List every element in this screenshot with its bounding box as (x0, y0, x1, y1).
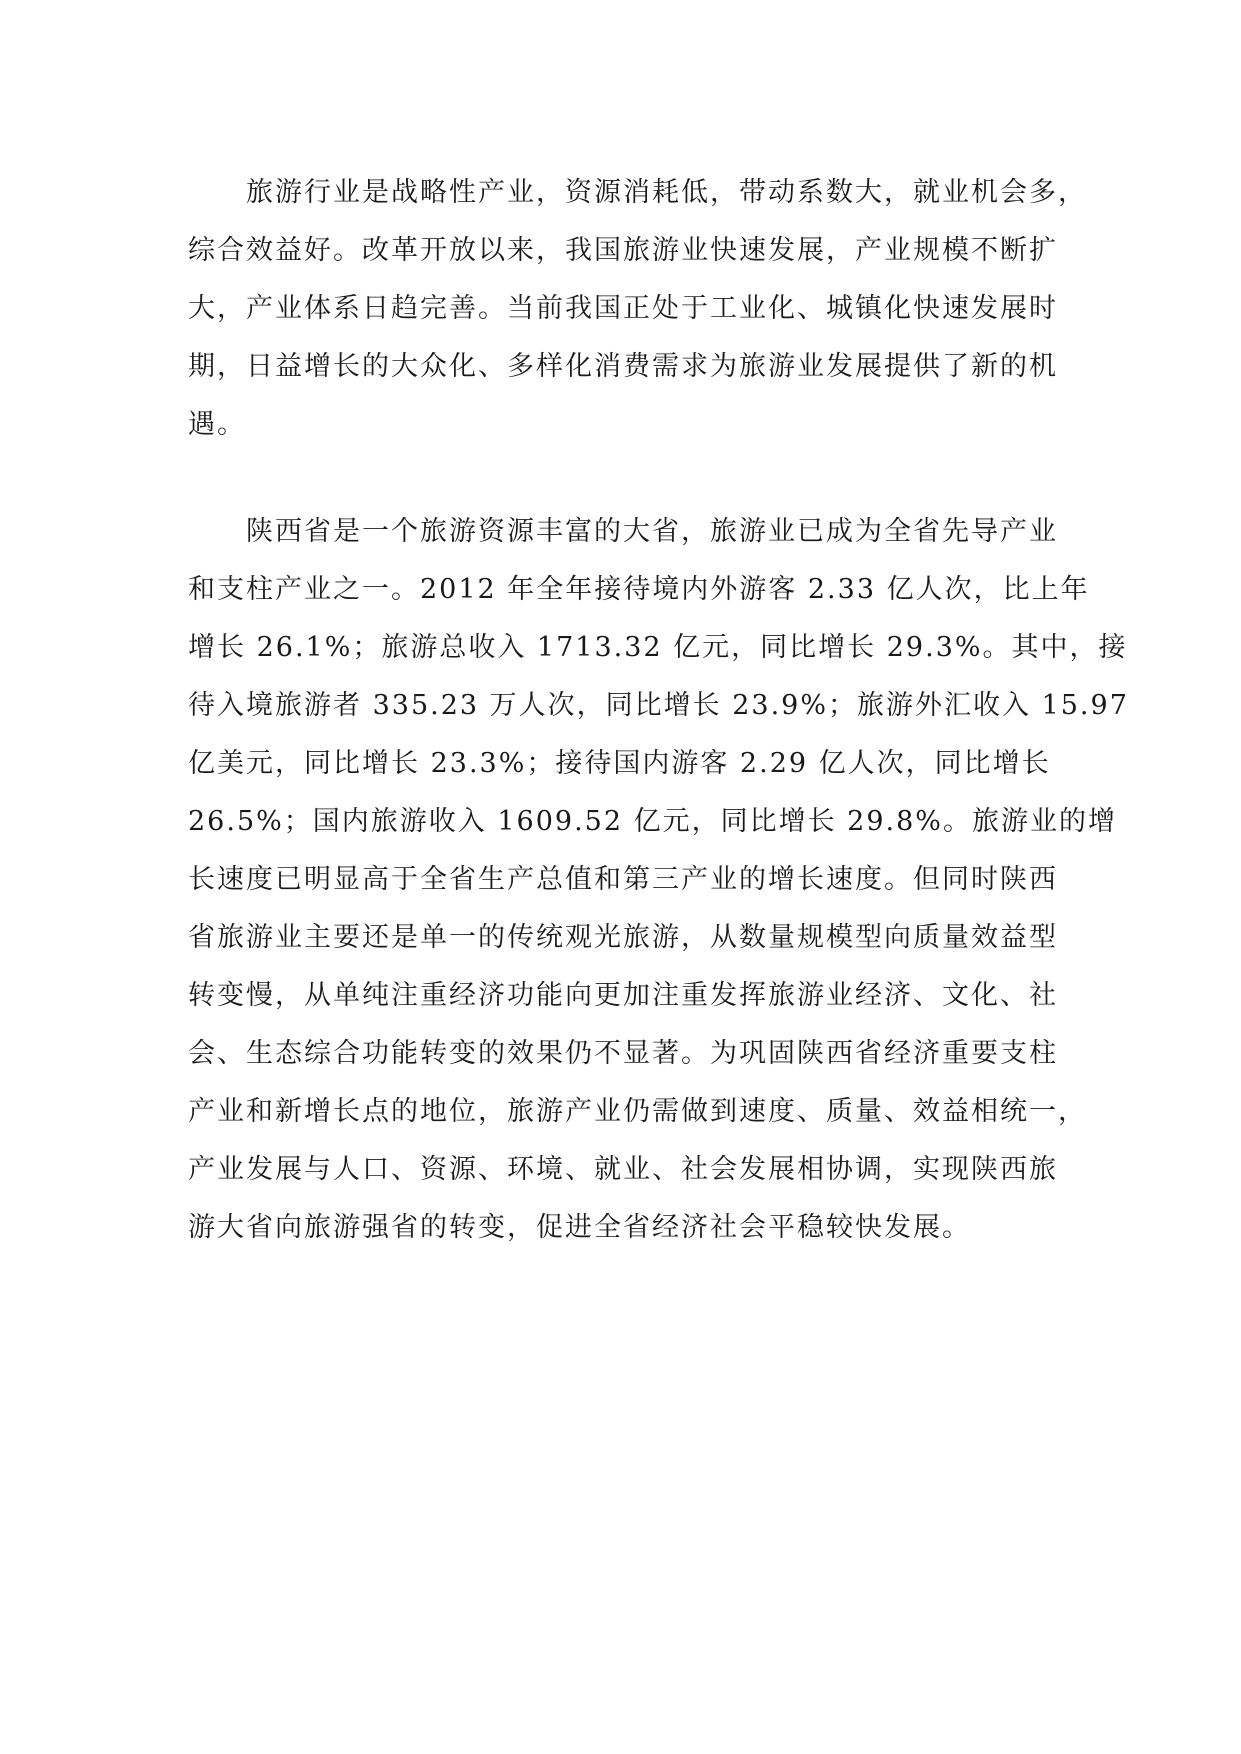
text-line: 增长 26.1%；旅游总收入 1713.32 亿元，同比增长 29.3%。其中，接 (188, 632, 1128, 663)
text-line: 期，日益增长的大众化、多样化消费需求为旅游业发展提供了新的机 (188, 351, 1058, 382)
text-line: 旅游行业是战略性产业，资源消耗低，带动系数大，就业机会多， (188, 177, 1087, 208)
text-line: 26.5%；国内旅游收入 1609.52 亿元，同比增长 29.8%。旅游业的增 (188, 806, 1117, 837)
text-line: 大，产业体系日趋完善。当前我国正处于工业化、城镇化快速发展时 (188, 293, 1058, 324)
text-line: 会、生态综合功能转变的效果仍不显著。为巩固陕西省经济重要支柱 (188, 1038, 1058, 1069)
text-line: 长速度已明显高于全省生产总值和第三产业的增长速度。但同时陕西 (188, 864, 1058, 895)
paragraph-shaanxi-tourism (188, 503, 1129, 1257)
text-line: 产业发展与人口、资源、环境、就业、社会发展相协调，实现陕西旅 (188, 1154, 1058, 1185)
text-line: 转变慢，从单纯注重经济功能向更加注重发挥旅游业经济、文化、社 (188, 980, 1058, 1011)
text-line: 省旅游业主要还是单一的传统观光旅游，从数量规模型向质量效益型 (188, 922, 1058, 953)
text-line: 遇。 (188, 409, 246, 440)
text-line: 陕西省是一个旅游资源丰富的大省，旅游业已成为全省先导产业 (188, 516, 1058, 547)
text-line: 亿美元，同比增长 23.3%；接待国内游客 2.29 亿人次，同比增长 (188, 748, 1051, 779)
text-line: 和支柱产业之一。2012 年全年接待境内外游客 2.33 亿人次，比上年 (188, 574, 1090, 605)
text-line: 游大省向旅游强省的转变，促进全省经济社会平稳较快发展。 (188, 1212, 971, 1243)
paragraph-tourism-industry (188, 164, 1087, 454)
text-line: 产业和新增长点的地位，旅游产业仍需做到速度、质量、效益相统一， (188, 1096, 1087, 1127)
text-line: 综合效益好。改革开放以来，我国旅游业快速发展，产业规模不断扩 (188, 235, 1058, 266)
text-line: 待入境旅游者 335.23 万人次，同比增长 23.9%；旅游外汇收入 15.97 (188, 690, 1129, 721)
